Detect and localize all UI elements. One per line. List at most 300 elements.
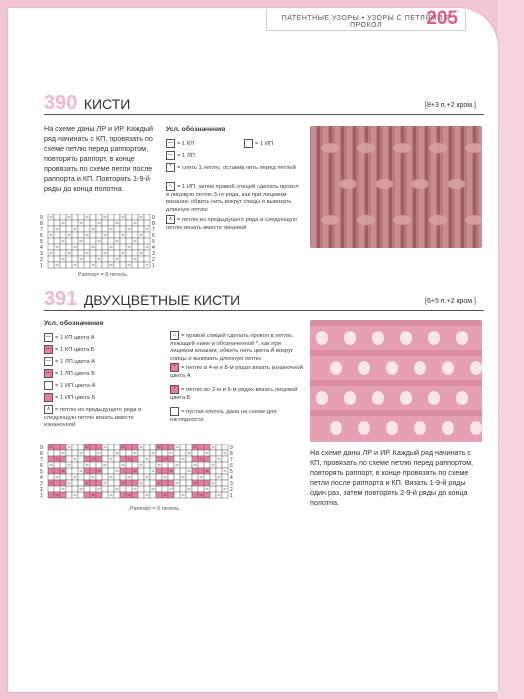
chart-cell: [120, 450, 126, 456]
chart-cell: [90, 220, 96, 226]
chart-cell: [132, 474, 138, 480]
row-label: 4: [152, 245, 155, 251]
chart-cell: [96, 226, 102, 232]
legend-item: ∩ = правой спицей сделать прокол в петлю, лежащей ниже и обозначенной *, как при лицевом вязании, обвить нить цвета А вокруг спицы и вывязать длинную петлю: [170, 332, 294, 362]
chart-cell: [126, 444, 132, 450]
chart-cell: [96, 474, 102, 480]
chart-cell: [72, 220, 78, 226]
row-label: 7: [230, 457, 233, 463]
chart-cell: [66, 244, 72, 250]
chart-cell: [144, 480, 150, 486]
legend-item: = пустая клетка, дана на схеме для наглядности: [170, 407, 304, 424]
legend-item: ∧ = петлю из предыдущего ряда и следующую петлю вязать вместе изнаночной: [44, 406, 142, 429]
chart-cell: [132, 456, 138, 462]
chart-cell: [156, 474, 162, 480]
running-header-text: ПАТЕНТНЫЕ УЗОРЫ • УЗОРЫ С ПЕТЛЯМИ В ПРОКОЛ: [281, 15, 451, 29]
chart-cell: [192, 492, 198, 498]
chart-cell: [72, 480, 78, 486]
chart-cell: [72, 238, 78, 244]
chart-cell: [138, 468, 144, 474]
row-label: 3: [40, 251, 43, 257]
chart-cell: [138, 456, 144, 462]
chart-cell: [144, 486, 150, 492]
row-label: 6: [40, 233, 43, 239]
legend-swatch: ∧: [44, 405, 53, 414]
row-label: 9: [152, 215, 155, 221]
chart-cell: [78, 250, 84, 256]
chart-cell: [54, 480, 60, 486]
chart-cell: [114, 462, 120, 468]
chart-cell: [186, 474, 192, 480]
row-label: 4: [40, 475, 43, 481]
chart-cell: [84, 256, 90, 262]
chart-cell: [54, 444, 60, 450]
chart-cell: [216, 462, 222, 468]
chart-cell: [114, 250, 120, 256]
chart-cell: [150, 462, 156, 468]
chart-cell: [162, 468, 168, 474]
chart-cell: [126, 462, 132, 468]
chart-cell: [54, 232, 60, 238]
chart-cell: [102, 486, 108, 492]
chart-cell: [90, 232, 96, 238]
chart-cell: [102, 220, 108, 226]
chart-cell: [192, 468, 198, 474]
chart-cell: [186, 456, 192, 462]
chart-cell: [78, 262, 84, 268]
chart-cell: [60, 244, 66, 250]
chart-cell: [60, 214, 66, 220]
chart-cell: [54, 486, 60, 492]
legend-item: — = 1 КП: [168, 140, 195, 148]
chart-cell: [120, 468, 126, 474]
row-label: 9: [40, 215, 43, 221]
chart-cell: [138, 486, 144, 492]
row-label: 2: [152, 257, 155, 263]
chart-cell: [114, 444, 120, 450]
chart-cell: [174, 456, 180, 462]
chart-cell: [120, 226, 126, 232]
chart-cell: [174, 468, 180, 474]
chart-cell: [222, 456, 228, 462]
chart-cell: [192, 474, 198, 480]
chart-cell: [216, 480, 222, 486]
chart-cell: [180, 462, 186, 468]
legend-item: * = петлю в 4-м и 8-м рядах вязать изнаночной цвета А: [170, 364, 303, 379]
chart-cell: [144, 238, 150, 244]
section-390-description: На схеме даны ЛР и ИР. Каждый ряд начинать с КП, провязать по схеме петлю перед раппортом, повторять раппорт, в конце провязать по схеме петли после раппорта и КП. Повторять 1-9-й ряды до конца полотна.: [44, 124, 154, 193]
chart-cell: [126, 450, 132, 456]
chart-cell: [66, 492, 72, 498]
chart-cell: [96, 462, 102, 468]
chart-cell: [66, 238, 72, 244]
chart-cell: [210, 456, 216, 462]
chart-cell: [72, 214, 78, 220]
row-label: 8: [40, 221, 43, 227]
legend-swatch: *: [166, 163, 175, 172]
row-label: 7: [40, 227, 43, 233]
chart-cell: [48, 220, 54, 226]
chart-cell: [54, 468, 60, 474]
chart-cell: [126, 256, 132, 262]
chart-cell: [114, 456, 120, 462]
chart-cell: [96, 480, 102, 486]
chart-cell: [144, 444, 150, 450]
row-label: 6: [230, 463, 233, 469]
chart-cell: [78, 492, 84, 498]
chart-cell: [96, 492, 102, 498]
chart-cell: [108, 462, 114, 468]
legend-item: = 1 ИП: [244, 139, 273, 149]
chart-cell: [66, 468, 72, 474]
chart-cell: [216, 450, 222, 456]
row-label: 3: [40, 481, 43, 487]
chart-cell: [84, 220, 90, 226]
chart-cell: [138, 238, 144, 244]
chart-cell: [102, 238, 108, 244]
chart-cell: [96, 214, 102, 220]
legend-item: * = снять 1 петлю, оставив нить перед петлей: [166, 163, 300, 173]
chart-cell: [126, 214, 132, 220]
chart-cell: [48, 468, 54, 474]
chart-cell: [132, 262, 138, 268]
chart-cell: [48, 456, 54, 462]
chart-cell: [102, 256, 108, 262]
row-label: 2: [230, 487, 233, 493]
row-label: 7: [40, 457, 43, 463]
row-label: 9: [40, 445, 43, 451]
chart-cell: [174, 492, 180, 498]
chart-cell: [138, 220, 144, 226]
chart-cell: [162, 444, 168, 450]
legend-swatch: —: [46, 346, 51, 352]
chart-cell: [90, 480, 96, 486]
chart-cell: [168, 456, 174, 462]
chart-cell: [84, 450, 90, 456]
chart-cell: [186, 444, 192, 450]
chart-cell: [72, 256, 78, 262]
chart-cell: [54, 238, 60, 244]
chart-cell: [72, 468, 78, 474]
chart-cell: [126, 232, 132, 238]
legend-swatch: [170, 407, 179, 416]
chart-cell: [126, 480, 132, 486]
chart-cell: [144, 220, 150, 226]
legend-swatch: ∧: [166, 215, 175, 224]
legend-swatch: [44, 381, 53, 390]
chart-cell: [78, 214, 84, 220]
row-label: 9: [230, 445, 233, 451]
page-number: 205: [426, 8, 458, 29]
chart-cell: [162, 450, 168, 456]
chart-cell: [84, 238, 90, 244]
chart-cell: [114, 492, 120, 498]
chart-cell: [102, 226, 108, 232]
chart-cell: [186, 480, 192, 486]
chart-cell: [132, 462, 138, 468]
chart-cell: [204, 462, 210, 468]
chart-cell: [90, 486, 96, 492]
chart-cell: [60, 480, 66, 486]
chart-cell: [72, 486, 78, 492]
chart-cell: [90, 214, 96, 220]
chart-cell: [150, 456, 156, 462]
chart-cell: [210, 468, 216, 474]
legend-swatch: —: [46, 334, 51, 340]
page-edge-strip: [498, 0, 524, 699]
legend-swatch: ∩: [166, 182, 175, 191]
chart-cell: [84, 468, 90, 474]
section-number: 391: [44, 288, 78, 310]
row-label: 1: [40, 493, 43, 499]
chart-cell: [114, 232, 120, 238]
chart-cell: [108, 256, 114, 262]
chart-cell: [96, 444, 102, 450]
chart-cell: [204, 480, 210, 486]
legend-swatch: —: [168, 140, 173, 146]
chart-cell: [216, 486, 222, 492]
chart-cell: [156, 468, 162, 474]
chart-cell: [54, 214, 60, 220]
legend-item: = 1 ИП цвета Б: [44, 393, 164, 403]
row-label: 4: [40, 245, 43, 251]
legend-swatch: [44, 393, 53, 402]
chart-cell: [60, 456, 66, 462]
chart-cell: [54, 220, 60, 226]
chart-cell: [120, 244, 126, 250]
chart-cell: [222, 492, 228, 498]
chart-cell: [186, 462, 192, 468]
section-title: ДВУХЦВЕТНЫЕ КИСТИ: [83, 291, 241, 308]
chart-cell: [222, 474, 228, 480]
chart-cell: [120, 220, 126, 226]
chart-cell: [120, 486, 126, 492]
chart-cell: [102, 262, 108, 268]
chart-cell: [120, 492, 126, 498]
chart-cell: [84, 486, 90, 492]
legend-item: ∧ = петлю из предыдущего ряда и следующую петлю вязать вместе лицевой: [166, 216, 298, 231]
chart-cell: [108, 444, 114, 450]
chart-cell: [48, 238, 54, 244]
chart-cell: [156, 456, 162, 462]
row-label: 1: [230, 493, 233, 499]
chart-cell: [132, 226, 138, 232]
chart-cell: [102, 456, 108, 462]
chart-cell: [48, 226, 54, 232]
chart-cell: [198, 450, 204, 456]
chart-cell: [180, 468, 186, 474]
chart-cell: [66, 256, 72, 262]
chart-cell: [144, 256, 150, 262]
chart-cell: [210, 492, 216, 498]
section-390-chart-caption: Раппорт = 8 петель: [78, 272, 128, 278]
chart-cell: [210, 474, 216, 480]
row-label: 5: [230, 469, 233, 475]
chart-cell: [120, 238, 126, 244]
section-391-chart-caption: Раппорт = 6 петель: [130, 506, 180, 512]
row-label: 2: [40, 257, 43, 263]
chart-cell: [204, 444, 210, 450]
chart-cell: [108, 486, 114, 492]
chart-cell: [60, 444, 66, 450]
chart-cell: [222, 444, 228, 450]
chart-cell: [150, 480, 156, 486]
legend-item: = 1 ИП цвета А: [44, 381, 164, 391]
section-number: 390: [44, 92, 78, 114]
chart-cell: [48, 492, 54, 498]
chart-cell: [54, 462, 60, 468]
chart-cell: [150, 492, 156, 498]
section-391-knitting-chart: [38, 444, 244, 514]
chart-cell: [210, 486, 216, 492]
legend-swatch: *: [170, 385, 179, 394]
chart-cell: [222, 462, 228, 468]
chart-cell: [60, 226, 66, 232]
chart-cell: [90, 250, 96, 256]
chart-cell: [102, 474, 108, 480]
chart-cell: [84, 226, 90, 232]
chart-cell: [114, 226, 120, 232]
chart-cell: [84, 262, 90, 268]
chart-cell: [60, 250, 66, 256]
chart-cell: [132, 480, 138, 486]
chart-cell: [144, 468, 150, 474]
section-390-rule: [44, 114, 484, 115]
chart-cell: [132, 444, 138, 450]
chart-cell: [132, 244, 138, 250]
row-label: 5: [152, 239, 155, 245]
chart-cell: [108, 468, 114, 474]
chart-cell: [126, 486, 132, 492]
chart-cell: [126, 238, 132, 244]
chart-cell: [114, 214, 120, 220]
legend-item: — = 1 КП цвета А: [46, 334, 95, 342]
chart-cell: [138, 492, 144, 498]
chart-cell: [72, 444, 78, 450]
chart-cell: [144, 462, 150, 468]
chart-cell: [126, 468, 132, 474]
chart-cell: [174, 474, 180, 480]
chart-cell: [168, 444, 174, 450]
chart-cell: [48, 474, 54, 480]
row-label: 1: [40, 263, 43, 269]
legend-item: — = 1 ЛП цвета А: [46, 358, 96, 366]
chart-cell: [102, 468, 108, 474]
chart-cell: [96, 456, 102, 462]
chart-cell: [138, 256, 144, 262]
chart-cell: [126, 250, 132, 256]
row-label: 3: [230, 481, 233, 487]
chart-cell: [198, 444, 204, 450]
chart-cell: [78, 444, 84, 450]
chart-cell: [144, 250, 150, 256]
section-390-repeat: [8+3 п.+2 кром.]: [425, 102, 476, 109]
legend-item: — = 1 ЛП: [168, 152, 195, 160]
chart-cell: [102, 450, 108, 456]
chart-cell: [60, 232, 66, 238]
chart-cell: [108, 480, 114, 486]
section-391-repeat: [6+5 п.+2 кром.]: [425, 298, 476, 305]
chart-cell: [186, 492, 192, 498]
chart-cell: [96, 244, 102, 250]
row-label: 4: [230, 475, 233, 481]
section-391-description: На схеме даны ЛР и ИР. Каждый ряд начинать с КП, провязать по схеме петлю перед раппортом, повторять раппорт, в конце провязать по схеме петли после раппорта и КП. Вязать 1-9-й ряды один раз, затем повторять 2-9-й ряды до конца полотна.: [310, 448, 474, 507]
row-label: 6: [40, 463, 43, 469]
chart-cell: [210, 450, 216, 456]
chart-cell: [168, 474, 174, 480]
chart-cell: [48, 244, 54, 250]
chart-cell: [222, 480, 228, 486]
legend-swatch: —: [46, 370, 51, 376]
chart-cell: [156, 450, 162, 456]
chart-cell: [54, 250, 60, 256]
book-page: [8, 8, 498, 692]
chart-cell: [102, 492, 108, 498]
chart-cell: [198, 486, 204, 492]
row-label: 8: [152, 221, 155, 227]
chart-cell: [126, 220, 132, 226]
chart-cell: [90, 256, 96, 262]
row-label: 8: [40, 451, 43, 457]
chart-cell: [102, 244, 108, 250]
legend-item: * = петлю во 2-м и 6-м рядах вязать лицевой цвета Б: [170, 386, 298, 401]
chart-cell: [54, 450, 60, 456]
chart-cell: [72, 250, 78, 256]
chart-cell: [138, 474, 144, 480]
chart-cell: [198, 468, 204, 474]
chart-cell: [108, 450, 114, 456]
legend-item: ∩ = 1 ИП, затем правой спицей сделать прокол в лицевую петлю 3-го ряда, как при лицевом вязании, обвить нить вокруг спицы и вывязать длинную петлю: [166, 183, 299, 213]
legend-swatch: *: [170, 363, 179, 372]
chart-cell: [132, 214, 138, 220]
chart-cell: [72, 450, 78, 456]
legend-swatch: [244, 139, 253, 148]
chart-cell: [114, 262, 120, 268]
chart-cell: [66, 262, 72, 268]
legend-item: — = 1 КП цвета Б: [46, 346, 95, 354]
chart-cell: [180, 450, 186, 456]
chart-cell: [90, 450, 96, 456]
chart-cell: [60, 474, 66, 480]
chart-cell: [90, 238, 96, 244]
chart-cell: [78, 462, 84, 468]
chart-cell: [216, 468, 222, 474]
chart-cell: [78, 232, 84, 238]
row-label: 8: [230, 451, 233, 457]
chart-cell: [162, 480, 168, 486]
chart-cell: [114, 480, 120, 486]
section-391-swatch-photo: [310, 320, 482, 442]
chart-cell: [120, 456, 126, 462]
chart-cell: [138, 262, 144, 268]
legend-swatch: —: [46, 358, 51, 364]
chart-cell: [138, 450, 144, 456]
chart-cell: [132, 250, 138, 256]
chart-cell: [90, 462, 96, 468]
chart-cell: [216, 444, 222, 450]
chart-cell: [90, 444, 96, 450]
chart-cell: [84, 492, 90, 498]
chart-cell: [144, 450, 150, 456]
chart-cell: [84, 244, 90, 250]
chart-cell: [114, 244, 120, 250]
chart-cell: [48, 262, 54, 268]
chart-cell: [204, 456, 210, 462]
row-label: 2: [40, 487, 43, 493]
legend-item: — = 1 ЛП цвета Б: [46, 370, 96, 378]
chart-cell: [138, 226, 144, 232]
section-390-swatch-photo: [310, 126, 482, 248]
